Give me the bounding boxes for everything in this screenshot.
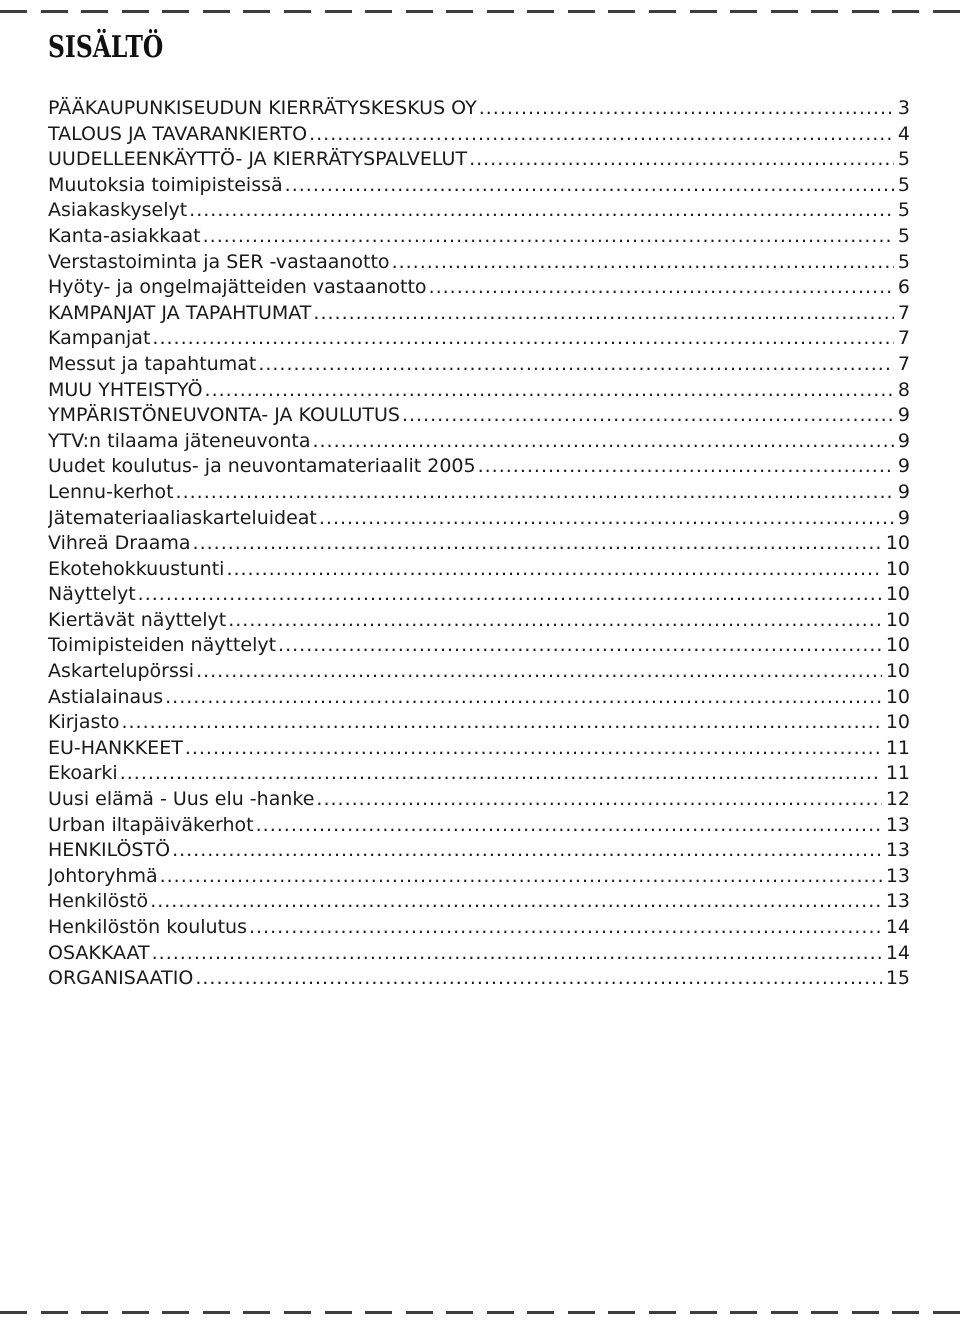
toc-entry-label: EU-HANKKEET <box>48 736 183 759</box>
toc-page-number: 10 <box>885 557 910 580</box>
toc-entry-label: KAMPANJAT JA TAPAHTUMAT <box>48 301 312 324</box>
toc-entry[interactable] <box>48 224 910 250</box>
toc-dot-leader <box>152 326 894 352</box>
border-dash <box>325 1311 352 1314</box>
toc-entry-label: Lennu-kerhot <box>48 480 174 503</box>
toc-entry[interactable] <box>48 889 910 915</box>
border-dash <box>243 10 270 13</box>
toc-entry[interactable] <box>48 326 910 352</box>
toc-entry[interactable] <box>48 506 910 532</box>
border-dash <box>365 10 392 13</box>
toc-dot-leader <box>228 608 882 634</box>
toc-entry[interactable] <box>48 96 910 122</box>
toc-page-number: 10 <box>885 608 910 631</box>
border-dash <box>933 10 960 13</box>
border-dash <box>730 10 757 13</box>
toc-entry[interactable] <box>48 531 910 557</box>
border-dash <box>446 1311 473 1314</box>
toc-entry-label: Ekotehokkuustunti <box>48 557 225 580</box>
border-dash <box>608 1311 635 1314</box>
toc-dot-leader <box>478 454 894 480</box>
toc-page-number: 13 <box>885 890 910 913</box>
border-dash <box>81 1311 108 1314</box>
toc-entry[interactable] <box>48 454 910 480</box>
toc-page-number: 5 <box>897 148 910 171</box>
border-dash <box>771 10 798 13</box>
border-dash <box>41 1311 68 1314</box>
toc-entry[interactable] <box>48 250 910 276</box>
toc-page-number: 5 <box>897 224 910 247</box>
toc-entry[interactable] <box>48 429 910 455</box>
toc-entry-label: TALOUS JA TAVARANKIERTO <box>48 122 308 145</box>
toc-page-number: 7 <box>897 327 910 350</box>
toc-page-number: 10 <box>885 634 910 657</box>
toc-page-number: 10 <box>885 532 910 555</box>
toc-page-number: 15 <box>885 967 910 990</box>
border-dash <box>406 1311 433 1314</box>
toc-entry[interactable] <box>48 736 910 762</box>
border-dash <box>243 1311 270 1314</box>
border-dash <box>568 10 595 13</box>
toc-entry-label: Vihreä Draama <box>48 532 191 555</box>
toc-entry-label: MUU YHTEISTYÖ <box>48 378 203 401</box>
border-dash <box>690 1311 717 1314</box>
page-title: SISÄLTÖ <box>48 30 164 65</box>
toc-dot-leader <box>138 582 882 608</box>
toc-entry-label: Kanta-asiakkaat <box>48 224 201 247</box>
toc-entry-label: YMPÄRISTÖNEUVONTA- JA KOULUTUS <box>48 404 400 427</box>
toc-entry[interactable] <box>48 301 910 327</box>
toc-page-number: 10 <box>885 660 910 683</box>
border-dash <box>446 10 473 13</box>
toc-entry-label: ORGANISAATIO <box>48 967 194 990</box>
toc-entry-label: Uusi elämä - Uus elu -hanke <box>48 788 315 811</box>
toc-entry-label: Uudet koulutus- ja neuvontamateriaalit 2005 <box>48 455 476 478</box>
border-dash <box>122 10 149 13</box>
toc-entry-label: UUDELLEENKÄYTTÖ- JA KIERRÄTYSPALVELUT <box>48 148 468 171</box>
border-dash <box>608 10 635 13</box>
toc-dot-leader <box>205 378 894 404</box>
toc-dot-leader <box>121 710 881 736</box>
toc-page-number: 14 <box>885 941 910 964</box>
border-dash <box>649 10 676 13</box>
toc-dot-leader <box>319 506 894 532</box>
toc-entry-label: Kiertävät näyttelyt <box>48 608 227 631</box>
border-dash <box>690 10 717 13</box>
border-dash <box>0 10 27 13</box>
toc-dot-leader <box>195 966 881 992</box>
toc-dot-leader <box>479 96 894 122</box>
toc-page-number: 9 <box>897 480 910 503</box>
toc-page-number: 13 <box>885 864 910 887</box>
toc-entry-label: Näyttelyt <box>48 583 136 606</box>
toc-page-number: 14 <box>885 916 910 938</box>
toc-page-number: 9 <box>897 455 910 478</box>
toc-page-number: 8 <box>897 378 910 401</box>
toc-page-number: 13 <box>885 839 910 862</box>
toc-page-number: 12 <box>885 788 910 811</box>
toc-page-number: 10 <box>885 711 910 734</box>
toc-dot-leader <box>316 787 881 813</box>
toc-entry[interactable] <box>48 147 910 173</box>
toc-entry-label: Messut ja tapahtumat <box>48 352 257 375</box>
border-dash <box>0 1311 27 1314</box>
toc-dot-leader <box>469 147 894 173</box>
toc-page-number: 9 <box>897 404 910 427</box>
toc-dot-leader <box>312 429 893 455</box>
border-dash <box>892 1311 919 1314</box>
border-dash <box>122 1311 149 1314</box>
border-dash <box>487 10 514 13</box>
toc-entry[interactable] <box>48 198 910 224</box>
border-dash <box>162 1311 189 1314</box>
toc-dot-leader <box>165 685 882 711</box>
border-dash <box>284 1311 311 1314</box>
toc-dot-leader <box>429 275 894 301</box>
toc-dot-leader <box>160 864 882 890</box>
toc-entry-label: Askartelupörssi <box>48 660 195 683</box>
toc-entry[interactable] <box>48 633 910 659</box>
toc-entry[interactable] <box>48 685 910 711</box>
border-dash <box>811 10 838 13</box>
toc-page-number: 9 <box>897 506 910 529</box>
toc-entry[interactable] <box>48 710 910 736</box>
toc-entry-label: Toimipisteiden näyttelyt <box>48 634 277 657</box>
top-dashed-border <box>0 10 960 13</box>
toc-entry[interactable] <box>48 608 910 634</box>
toc-dot-leader <box>309 122 894 148</box>
toc-page-number: 7 <box>897 352 910 375</box>
toc-entry-label: Urban iltapäiväkerhot <box>48 813 254 836</box>
toc-page-number: 11 <box>885 762 910 785</box>
toc-entry-label: Henkilöstö <box>48 890 149 913</box>
toc-dot-leader <box>185 736 882 762</box>
border-dash <box>41 10 68 13</box>
toc-dot-leader <box>172 838 882 864</box>
border-dash <box>771 1311 798 1314</box>
toc-entry[interactable] <box>48 659 910 685</box>
toc-entry[interactable] <box>48 582 910 608</box>
border-dash <box>852 1311 879 1314</box>
border-dash <box>933 1311 960 1314</box>
toc-entry[interactable] <box>48 122 910 148</box>
border-dash <box>81 10 108 13</box>
toc-dot-leader <box>152 941 882 967</box>
border-dash <box>325 10 352 13</box>
toc-entry-label: Henkilöstön koulutus <box>48 916 247 938</box>
toc-entry-label: Hyöty- ja ongelmajätteiden vastaanotto <box>48 276 427 299</box>
toc-page-number: 5 <box>897 250 910 273</box>
border-dash <box>162 10 189 13</box>
toc-page-number: 7 <box>897 301 910 324</box>
toc-entry-label: Astialainaus <box>48 685 164 708</box>
toc-entry[interactable] <box>48 480 910 506</box>
toc-entry-label: Verstastoiminta ja SER -vastaanotto <box>48 250 390 273</box>
toc-page-number: 5 <box>897 199 910 222</box>
toc-page-number: 5 <box>897 173 910 196</box>
toc-entry-label: Ekoarki <box>48 762 118 785</box>
toc-page-number: 10 <box>885 583 910 606</box>
toc-dot-leader <box>226 557 881 583</box>
table-of-contents <box>48 96 910 992</box>
border-dash <box>852 10 879 13</box>
toc-dot-leader <box>402 403 894 429</box>
toc-dot-leader <box>193 531 882 557</box>
toc-dot-leader <box>196 659 882 685</box>
toc-entry[interactable] <box>48 838 910 864</box>
toc-page-number: 9 <box>897 429 910 452</box>
toc-entry-label: YTV:n tilaama jäteneuvonta <box>48 429 311 452</box>
toc-dot-leader <box>150 889 882 915</box>
toc-entry[interactable] <box>48 761 910 787</box>
toc-entry[interactable] <box>48 173 910 199</box>
toc-dot-leader <box>249 915 882 941</box>
border-dash <box>649 1311 676 1314</box>
toc-entry[interactable] <box>48 787 910 813</box>
bottom-dashed-border <box>0 1311 960 1314</box>
toc-page-number: 10 <box>885 685 910 708</box>
toc-dot-leader <box>392 250 894 276</box>
toc-dot-leader <box>313 301 894 327</box>
border-dash <box>527 1311 554 1314</box>
toc-entry-label: Muutoksia toimipisteissä <box>48 173 283 196</box>
toc-dot-leader <box>189 198 894 224</box>
toc-dot-leader <box>256 813 882 839</box>
toc-page-number: 4 <box>897 122 910 145</box>
toc-page-number: 3 <box>897 97 910 119</box>
border-dash <box>406 10 433 13</box>
toc-entry[interactable] <box>48 378 910 404</box>
border-dash <box>892 10 919 13</box>
toc-entry[interactable] <box>48 352 910 378</box>
toc-entry-label: HENKILÖSTÖ <box>48 839 171 862</box>
border-dash <box>365 1311 392 1314</box>
toc-entry-label: Kirjasto <box>48 711 120 734</box>
toc-entry-label: Kampanjat <box>48 327 151 350</box>
toc-page-number: 13 <box>885 813 910 836</box>
toc-dot-leader <box>278 633 882 659</box>
toc-entry-label: PÄÄKAUPUNKISEUDUN KIERRÄTYSKESKUS OY <box>48 97 477 119</box>
toc-entry-label: Jätemateriaaliaskarteluideat <box>48 506 317 529</box>
toc-entry[interactable] <box>48 557 910 583</box>
toc-entry-label: OSAKKAAT <box>48 941 150 964</box>
toc-entry[interactable] <box>48 864 910 890</box>
border-dash <box>730 1311 757 1314</box>
toc-dot-leader <box>258 352 894 378</box>
toc-entry[interactable] <box>48 275 910 301</box>
toc-entry[interactable] <box>48 813 910 839</box>
toc-entry[interactable] <box>48 915 910 941</box>
toc-entry-label: Asiakaskyselyt <box>48 199 188 222</box>
toc-dot-leader <box>120 761 882 787</box>
border-dash <box>527 10 554 13</box>
toc-entry-label: Johtoryhmä <box>48 864 158 887</box>
border-dash <box>203 1311 230 1314</box>
toc-page-number: 6 <box>897 276 910 299</box>
toc-dot-leader <box>203 224 894 250</box>
toc-entry[interactable] <box>48 966 910 992</box>
border-dash <box>811 1311 838 1314</box>
toc-entry[interactable] <box>48 941 910 967</box>
border-dash <box>568 1311 595 1314</box>
border-dash <box>284 10 311 13</box>
toc-page-number: 11 <box>885 736 910 759</box>
toc-dot-leader <box>285 173 894 199</box>
toc-dot-leader <box>176 480 894 506</box>
toc-entry[interactable] <box>48 403 910 429</box>
border-dash <box>203 10 230 13</box>
border-dash <box>487 1311 514 1314</box>
